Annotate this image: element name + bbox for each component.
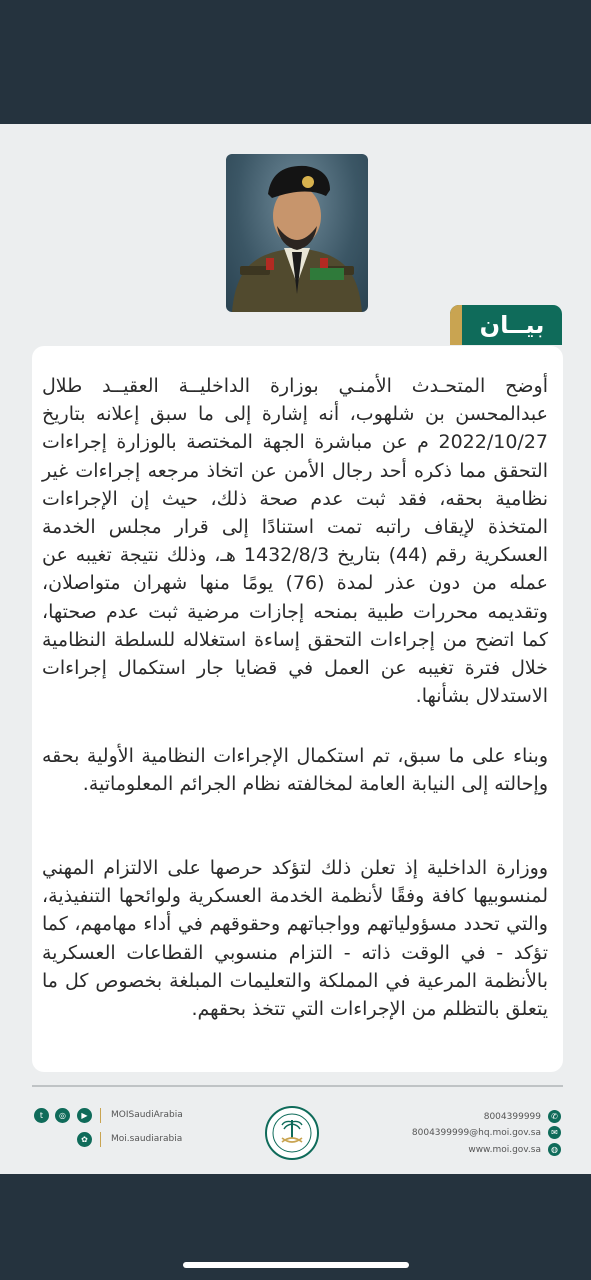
twitter-icon[interactable]: t bbox=[34, 1108, 49, 1123]
statement-paragraph-1: أوضح المتحـدث الأمنـي بوزارة الداخليــة العقيــد طلال عبدالمحسن بن شلهوب، أنه إشارة إلى ما سبق إعلانه بتاريخ 2022/10/27 م عن مباشرة الجهة المختصة بالوزارة إجراءات التحقق مما ذكره أحد رجال الأمن عن اتخاذ مرجعه إجراءات غير نظامية بحقه، فقد ثبت عدم صحة ذلك، حيث إن الإجراءات المتخذة لإيقاف راتبه تمت استنادًا إلى قرار مجلس الخدمة العسكرية رقم (44) بتاريخ 1432/8/3 هـ، وذلك نتيجة تغيبه عن عمله من دون عذر لمدة (76) يومًا منها شهران متواصلان، وتقديمه محررات طبية بمنحه إجازات مرضية ثبت عدم صحتها، كما اتضح من إجراءات التحقق إساءة استغلاله للسلطة النظامية خلال فترة تغيبه عن العمل في قضايا جار استكمال إجراءات الاستدلال بشأنها. bbox=[42, 375, 549, 708]
snapchat-icon[interactable]: ✿ bbox=[77, 1132, 92, 1147]
phone-number[interactable]: 8004399999 bbox=[483, 1112, 541, 1122]
statement-paragraph-3: ووزارة الداخلية إذ تعلن ذلك لتؤكد حرصها على الالتزام المهني لمنسوبيها كافة وفقًا لأنظمة الخدمة العسكرية ولوائحها التنفيذية، والتي تحدد مسؤولياتهم وواجباتهم وحقوقهم في أداء مهامهم، كما تؤكد - في الوقت ذاته - التزام منسوبي القطاعات العسكرية بالأنظمة المرعية في المملكة والتعليمات المبلغة بخصوص كل ما يتعلق بالتظلم من الإجراءات التي تتخذ بحقهم. bbox=[42, 857, 548, 1021]
officer-portrait-illustration bbox=[226, 154, 368, 312]
snapchat-handle[interactable]: Moi.saudiarabia bbox=[111, 1134, 183, 1144]
spokesperson-photo bbox=[226, 154, 368, 312]
footer-divider bbox=[32, 1085, 563, 1087]
phone-icon: ✆ bbox=[548, 1110, 561, 1123]
home-indicator[interactable] bbox=[183, 1262, 409, 1268]
statement-paragraph-2: وبناء على ما سبق، تم استكمال الإجراءات النظامية الأولية بحقه وإحالته إلى النيابة العامة لمخالفته نظام الجرائم المعلوماتية. bbox=[42, 745, 548, 796]
separator bbox=[100, 1108, 101, 1123]
ministry-emblem bbox=[265, 1106, 319, 1160]
statement-document bbox=[0, 124, 591, 1174]
globe-icon: ◍ bbox=[548, 1143, 561, 1156]
youtube-icon[interactable]: ▶ bbox=[77, 1108, 92, 1123]
email-address[interactable]: 8004399999@hq.moi.gov.sa bbox=[411, 1128, 541, 1138]
palm-swords-emblem bbox=[267, 1108, 317, 1158]
separator bbox=[100, 1132, 101, 1147]
statement-card bbox=[32, 346, 563, 1072]
tab-accent bbox=[450, 305, 462, 345]
instagram-icon[interactable]: ◎ bbox=[55, 1108, 70, 1123]
website-link[interactable]: www.moi.gov.sa bbox=[468, 1145, 541, 1155]
statement-heading: بيــان bbox=[479, 311, 545, 339]
social-handle[interactable]: MOISaudiArabia bbox=[111, 1110, 183, 1120]
email-icon: ✉ bbox=[548, 1126, 561, 1139]
social-links bbox=[32, 1099, 212, 1169]
